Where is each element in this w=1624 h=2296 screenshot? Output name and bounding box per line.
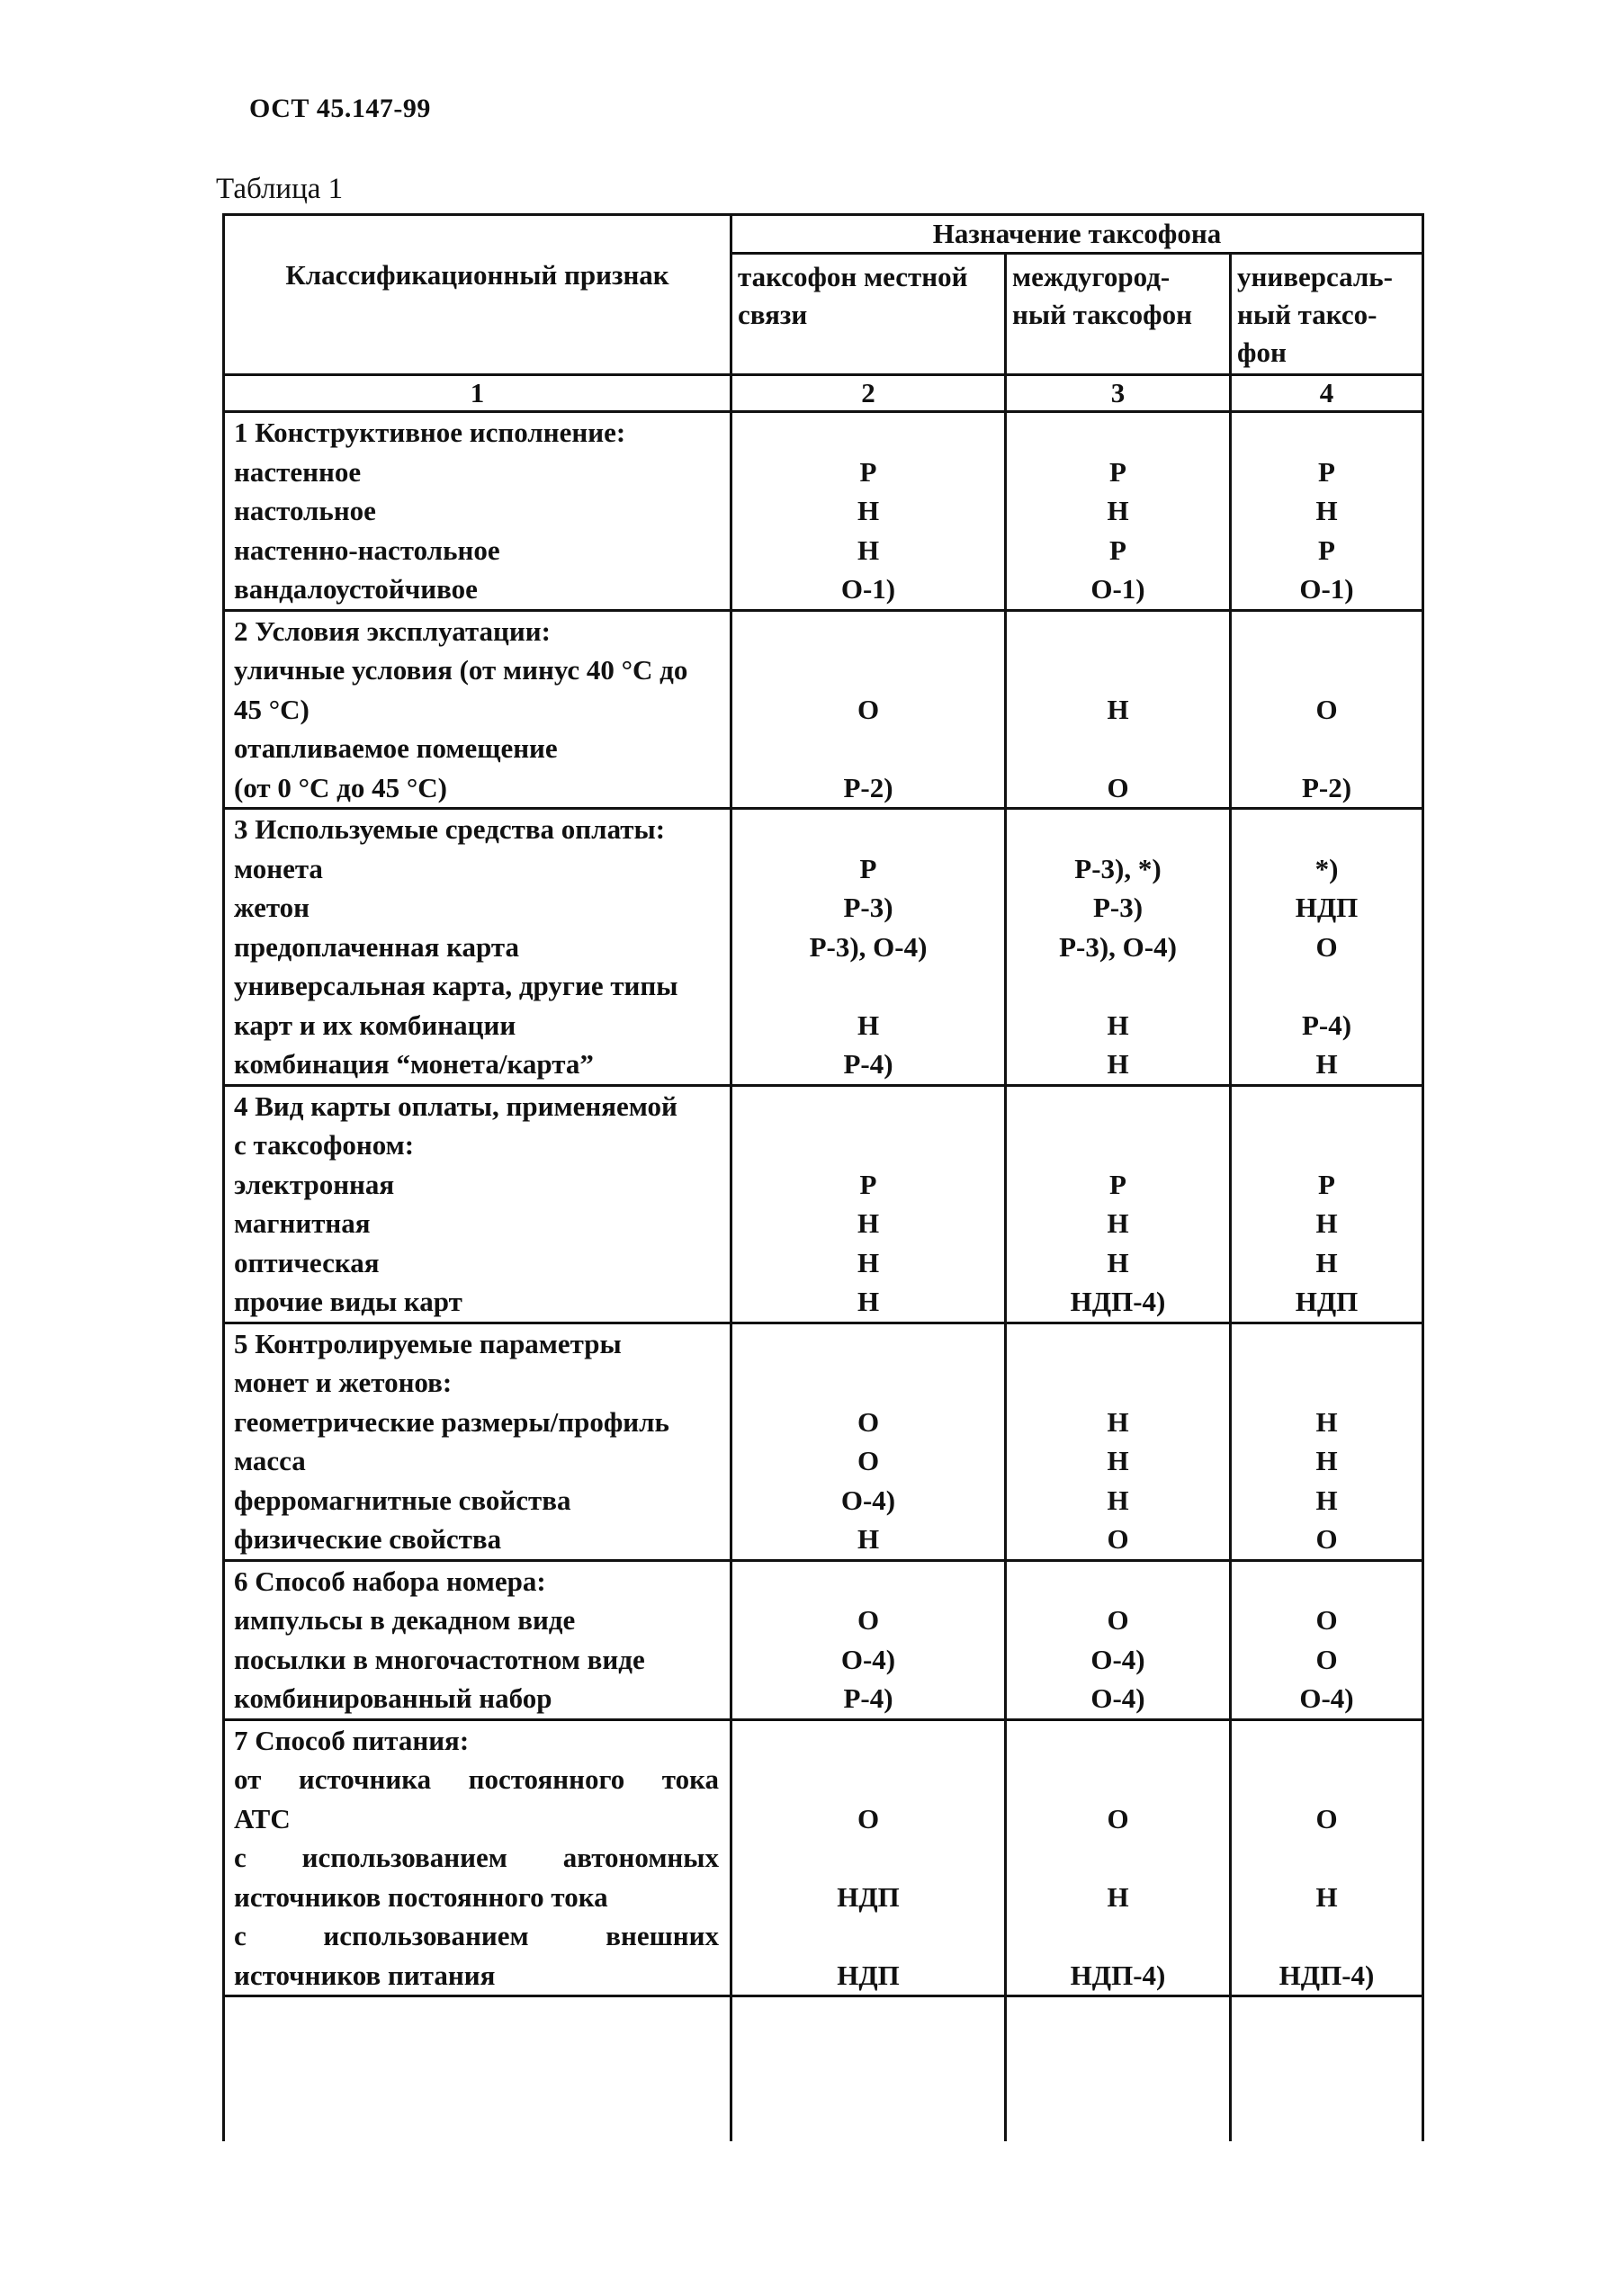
value-line: О-1) xyxy=(840,573,896,605)
value-line xyxy=(1232,612,1422,651)
value-line: НДП-4) xyxy=(1070,1286,1166,1317)
table-section-row xyxy=(224,1085,1423,1323)
feature-line: монет и жетонов: xyxy=(234,1367,453,1398)
value-line: Р xyxy=(1109,1168,1126,1200)
feature-line: источников постоянного тока xyxy=(234,1880,608,1913)
feature-line: универсальная карта, другие типы xyxy=(234,970,678,1001)
value-line: НДП xyxy=(1295,892,1359,923)
local-value-cell xyxy=(731,610,1006,809)
feature-cell xyxy=(224,610,731,809)
long-distance-value-cell xyxy=(1006,809,1231,1086)
feature-line: настенное xyxy=(234,455,362,488)
value-line xyxy=(732,1838,1004,1878)
value-line xyxy=(732,1363,1004,1403)
feature-line: отапливаемое помещение xyxy=(234,732,558,764)
value-line xyxy=(732,810,1004,849)
feature-line: магнитная xyxy=(234,1207,371,1239)
feature-line: уличные условия (от минус 40 °С до xyxy=(234,654,688,686)
value-line xyxy=(1007,413,1229,453)
value-line xyxy=(1232,1916,1422,1956)
universal-value-cell xyxy=(1231,809,1423,1086)
value-line: Н xyxy=(857,1246,880,1278)
value-line: О-4) xyxy=(840,1484,896,1516)
empty-cell xyxy=(1006,1996,1231,2142)
value-line: НДП-4) xyxy=(1070,1959,1166,1991)
value-line xyxy=(732,413,1004,453)
value-line xyxy=(732,1087,1004,1126)
value-line: О xyxy=(1107,1604,1129,1636)
feature-line: 1 Конструктивное исполнение: xyxy=(234,417,626,448)
feature-line: с использованием автономных xyxy=(234,1842,719,1873)
feature-line: прочие виды карт xyxy=(234,1286,462,1317)
value-line: О xyxy=(857,693,880,725)
value-line: Н xyxy=(1315,1405,1338,1438)
empty-cell xyxy=(731,1996,1006,2142)
value-line: Р-4) xyxy=(843,1048,893,1080)
classification-table xyxy=(222,213,1424,2141)
value-line: Р-4) xyxy=(1301,1009,1352,1041)
value-line xyxy=(732,650,1004,690)
table-caption: Таблица 1 xyxy=(216,173,344,205)
table-section-row xyxy=(224,1719,1423,1996)
value-line: Р xyxy=(859,1168,877,1200)
feature-line: 5 Контролируемые параметры xyxy=(234,1327,622,1359)
feature-line: 7 Способ питания: xyxy=(234,1724,470,1756)
header-univ-line-2: ный таксо- xyxy=(1237,299,1377,330)
empty-cell xyxy=(1231,1996,1423,2142)
value-line: Н xyxy=(1315,1048,1338,1080)
local-value-cell xyxy=(731,412,1006,611)
value-line: Н xyxy=(1107,1445,1129,1476)
long-distance-value-cell xyxy=(1006,412,1231,611)
value-line: Н xyxy=(1107,1246,1129,1278)
value-line: Р-3), *) xyxy=(1074,852,1162,884)
feature-line: ферромагнитные свойства xyxy=(234,1484,571,1516)
value-line xyxy=(1232,650,1422,690)
feature-line: импульсы в декадном виде xyxy=(234,1604,576,1636)
local-value-cell xyxy=(731,1323,1006,1560)
value-line: Н xyxy=(857,1009,880,1041)
value-line: Н xyxy=(1107,693,1129,725)
value-line: О-4) xyxy=(1090,1682,1145,1714)
value-line xyxy=(732,1562,1004,1601)
value-line: О xyxy=(1315,1604,1338,1636)
feature-line: жетон xyxy=(234,892,310,923)
header-local-payphone xyxy=(731,254,1006,375)
value-line xyxy=(1007,1838,1229,1878)
value-line xyxy=(732,1721,1004,1761)
value-line xyxy=(1232,413,1422,453)
value-line: Р xyxy=(1318,534,1335,566)
table-section-row xyxy=(224,610,1423,809)
value-line: О-4) xyxy=(1090,1643,1145,1675)
value-line: Р-4) xyxy=(843,1682,893,1714)
value-line: Р-2) xyxy=(1301,771,1352,803)
value-line xyxy=(1007,1126,1229,1165)
feature-line: физические свойства xyxy=(234,1523,502,1555)
feature-cell xyxy=(224,1719,731,1996)
value-line: Н xyxy=(1107,1880,1129,1913)
value-line: Р-3) xyxy=(843,892,893,923)
header-univ-line-1: универсаль- xyxy=(1237,261,1393,292)
document-code: ОСТ 45.147-99 xyxy=(249,94,431,123)
value-line: Н xyxy=(857,534,880,566)
feature-line: комбинированный набор xyxy=(234,1682,552,1714)
value-line xyxy=(1232,1363,1422,1403)
value-line xyxy=(1232,1838,1422,1878)
value-line xyxy=(1007,612,1229,651)
value-line xyxy=(1007,1562,1229,1601)
feature-line: от источника постоянного тока xyxy=(234,1763,719,1795)
local-value-cell xyxy=(731,1560,1006,1719)
value-line: Н xyxy=(1315,1207,1338,1239)
value-line xyxy=(1007,1721,1229,1761)
long-distance-value-cell xyxy=(1006,1719,1231,1996)
value-line xyxy=(1232,1087,1422,1126)
value-line: Р-3), О-4) xyxy=(809,930,928,963)
value-line xyxy=(1007,810,1229,849)
value-line: О xyxy=(1107,771,1129,803)
value-line xyxy=(1007,1916,1229,1956)
header-univ-line-3: фон xyxy=(1237,336,1287,368)
feature-line: 3 Используемые средства оплаты: xyxy=(234,813,666,845)
feature-line: 45 °С) xyxy=(234,693,310,725)
value-line: Р xyxy=(859,852,877,884)
value-line: О-4) xyxy=(1299,1682,1354,1714)
feature-cell xyxy=(224,809,731,1086)
value-line xyxy=(1232,1721,1422,1761)
column-number: 3 xyxy=(1006,375,1231,412)
value-line: Н xyxy=(1107,495,1129,526)
header-universal-payphone xyxy=(1231,254,1423,375)
value-line xyxy=(732,966,1004,1006)
value-line: Н xyxy=(1107,1405,1129,1438)
column-number: 2 xyxy=(731,375,1006,412)
feature-line: карт и их комбинации xyxy=(234,1009,516,1041)
value-line xyxy=(1232,810,1422,849)
value-line: Н xyxy=(1315,1880,1338,1913)
value-line: Н xyxy=(857,495,880,526)
universal-value-cell xyxy=(1231,1560,1423,1719)
value-line xyxy=(1232,1324,1422,1364)
value-line xyxy=(732,1126,1004,1165)
local-value-cell xyxy=(731,809,1006,1086)
value-line xyxy=(732,1916,1004,1956)
feature-line: источников питания xyxy=(234,1959,496,1991)
feature-cell xyxy=(224,1560,731,1719)
feature-line: геометрические размеры/профиль xyxy=(234,1405,669,1438)
feature-line: 2 Условия эксплуатации: xyxy=(234,614,551,647)
value-line: Р xyxy=(859,455,877,488)
table-section-row xyxy=(224,412,1423,611)
universal-value-cell xyxy=(1231,1719,1423,1996)
header-payphone-purpose: Назначение таксофона xyxy=(731,215,1423,254)
value-line: Н xyxy=(1315,1445,1338,1476)
value-line xyxy=(1232,966,1422,1006)
value-line: Р xyxy=(1109,534,1126,566)
table-section-row xyxy=(224,809,1423,1086)
value-line: *) xyxy=(1314,852,1339,884)
value-line xyxy=(732,612,1004,651)
value-line xyxy=(1007,1324,1229,1364)
value-line: О xyxy=(1315,1523,1338,1555)
value-line: Н xyxy=(1107,1048,1129,1080)
value-line: О xyxy=(1315,693,1338,725)
value-line xyxy=(732,1324,1004,1364)
local-value-cell xyxy=(731,1719,1006,1996)
value-line: Р-2) xyxy=(843,771,893,803)
header-local-line-2: связи xyxy=(738,299,808,330)
column-number: 1 xyxy=(224,375,731,412)
value-line: Н xyxy=(1315,1484,1338,1516)
table-section-row xyxy=(224,1323,1423,1560)
value-line: Н xyxy=(1315,495,1338,526)
feature-line: монета xyxy=(234,852,323,884)
feature-line: комбинация “монета/карта” xyxy=(234,1048,594,1080)
value-line: Р-3), О-4) xyxy=(1059,930,1177,963)
header-long-distance-payphone xyxy=(1006,254,1231,375)
empty-cell xyxy=(224,1996,731,2142)
value-line xyxy=(1232,1760,1422,1799)
value-line: Н xyxy=(1107,1484,1129,1516)
value-line xyxy=(1007,1363,1229,1403)
header-ld-line-1: междугород- xyxy=(1012,261,1171,292)
value-line: Н xyxy=(1315,1246,1338,1278)
value-line xyxy=(1232,729,1422,768)
value-line: О xyxy=(1315,930,1338,963)
long-distance-value-cell xyxy=(1006,1323,1231,1560)
feature-cell xyxy=(224,412,731,611)
local-value-cell xyxy=(731,1085,1006,1323)
value-line: НДП-4) xyxy=(1279,1959,1375,1991)
value-line: О xyxy=(857,1604,880,1636)
value-line: О xyxy=(1315,1802,1338,1834)
value-line: О xyxy=(857,1802,880,1834)
header-row-group xyxy=(224,215,1423,254)
value-line: Р-3) xyxy=(1092,892,1144,923)
feature-line: предоплаченная карта xyxy=(234,930,519,963)
long-distance-value-cell xyxy=(1006,610,1231,809)
universal-value-cell xyxy=(1231,412,1423,611)
feature-cell xyxy=(224,1085,731,1323)
column-number: 4 xyxy=(1231,375,1423,412)
long-distance-value-cell xyxy=(1006,1085,1231,1323)
feature-cell xyxy=(224,1323,731,1560)
table-continuation-row xyxy=(224,1996,1423,2142)
value-line xyxy=(1007,966,1229,1006)
value-line xyxy=(1007,729,1229,768)
feature-line: с использованием внешних xyxy=(234,1920,719,1951)
feature-line: настольное xyxy=(234,495,376,526)
universal-value-cell xyxy=(1231,610,1423,809)
feature-line: оптическая xyxy=(234,1246,380,1278)
value-line xyxy=(1232,1126,1422,1165)
header-classification-feature: Классификационный признак xyxy=(224,215,731,375)
feature-line: электронная xyxy=(234,1168,395,1200)
feature-line: настенно-настольное xyxy=(234,534,500,566)
value-line: НДП xyxy=(837,1880,900,1913)
value-line: О-1) xyxy=(1090,573,1145,605)
value-line xyxy=(732,1760,1004,1799)
value-line xyxy=(1007,1760,1229,1799)
value-line: НДП xyxy=(1295,1286,1359,1317)
feature-line: вандалоустойчивое xyxy=(234,573,478,605)
value-line: О xyxy=(1107,1523,1129,1555)
column-number-row xyxy=(224,375,1423,412)
value-line: О-4) xyxy=(840,1643,896,1675)
value-line: Н xyxy=(1107,1207,1129,1239)
header-ld-line-2: ный таксофон xyxy=(1012,299,1192,330)
feature-line: 4 Вид карты оплаты, применяемой xyxy=(234,1090,677,1122)
value-line xyxy=(1007,1087,1229,1126)
value-line: Р xyxy=(1109,455,1126,488)
value-line: Р xyxy=(1318,455,1335,488)
feature-line: масса xyxy=(234,1445,306,1476)
value-line: О xyxy=(1315,1643,1338,1675)
value-line: Р xyxy=(1318,1168,1335,1200)
table-section-row xyxy=(224,1560,1423,1719)
universal-value-cell xyxy=(1231,1323,1423,1560)
value-line: Н xyxy=(857,1207,880,1239)
table-body xyxy=(224,215,1423,2142)
feature-line: посылки в многочастотном виде xyxy=(234,1643,645,1675)
value-line: О-1) xyxy=(1299,573,1354,605)
value-line: Н xyxy=(1107,1009,1129,1041)
value-line: О xyxy=(1107,1802,1129,1834)
header-local-line-1: таксофон местной xyxy=(738,261,968,292)
value-line: Н xyxy=(857,1286,880,1317)
feature-line: 6 Способ набора номера: xyxy=(234,1565,546,1597)
value-line xyxy=(1007,650,1229,690)
long-distance-value-cell xyxy=(1006,1560,1231,1719)
value-line: О xyxy=(857,1445,880,1476)
feature-line: (от 0 °С до 45 °С) xyxy=(234,771,447,803)
value-line: Н xyxy=(857,1523,880,1555)
feature-line: АТС xyxy=(234,1802,291,1834)
value-line xyxy=(732,729,1004,768)
universal-value-cell xyxy=(1231,1085,1423,1323)
value-line: О xyxy=(857,1405,880,1438)
feature-line: с таксофоном: xyxy=(234,1129,415,1161)
value-line: НДП xyxy=(837,1959,900,1991)
value-line xyxy=(1232,1562,1422,1601)
